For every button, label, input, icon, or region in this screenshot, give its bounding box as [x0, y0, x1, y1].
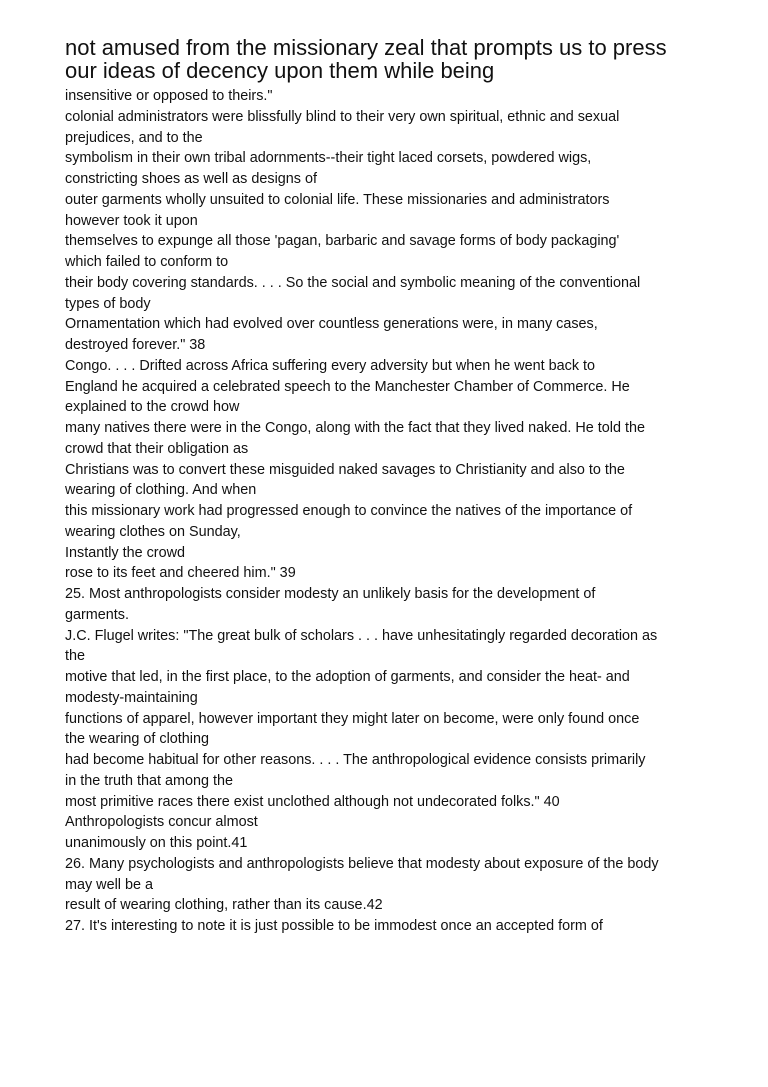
text-line: insensitive or opposed to theirs." — [65, 88, 273, 104]
text-line: wearing clothes on Sunday, — [65, 523, 241, 540]
text-line: rose to its feet and cheered him." 39 — [65, 565, 296, 582]
text-line: Instantly the crowd — [65, 544, 185, 561]
text-line: unanimously on this point.41 — [65, 835, 248, 851]
page-heading — [65, 36, 755, 82]
text-line: crowd that their obligation as — [65, 440, 249, 457]
text-line: outer garments wholly unsuited to colonial life. These missionaries and administrators — [65, 191, 610, 208]
body-text — [65, 86, 755, 937]
heading-line: not amused from the missionary zeal that prompts us to press — [65, 35, 667, 60]
text-line: many natives there were in the Congo, along with the fact that they lived naked. He told the — [65, 420, 645, 436]
text-line: motive that led, in the first place, to the adoption of garments, and consider the heat- and — [65, 669, 630, 685]
text-line: symbolism in their own tribal adornments--their tight laced corsets, powdered wigs, — [65, 150, 592, 167]
heading-line: our ideas of decency upon them while being — [65, 58, 495, 83]
text-line: J.C. Flugel writes: "The great bulk of scholars . . . have unhesitatingly regarded decoration as — [65, 627, 658, 644]
text-line: result of wearing clothing, rather than its cause.42 — [65, 897, 383, 914]
text-line: the — [65, 648, 86, 665]
text-line: this missionary work had progressed enough to convince the natives of the importance of — [65, 503, 633, 519]
text-line: may well be a — [65, 876, 153, 893]
text-line: Congo. . . . Drifted across Africa suffering every adversity but when he went back to — [65, 357, 596, 374]
text-line: the wearing of clothing — [65, 731, 209, 748]
text-line: modesty-maintaining — [65, 689, 198, 706]
text-line: however took it upon — [65, 212, 198, 229]
text-line: prejudices, and to the — [65, 129, 203, 146]
text-line: Christians was to convert these misguided naked savages to Christianity and also to the — [65, 461, 625, 478]
text-line: 27. It's interesting to note it is just possible to be immodest once an accepted form of — [65, 918, 603, 934]
text-line: types of body — [65, 295, 151, 312]
text-line: themselves to expunge all those 'pagan, barbaric and savage forms of body packaging' — [65, 233, 620, 250]
text-line: colonial administrators were blissfully blind to their very own spiritual, ethnic and sexual — [65, 108, 620, 125]
text-line: Anthropologists concur almost — [65, 814, 258, 831]
text-line: 25. Most anthropologists consider modesty an unlikely basis for the development of — [65, 586, 596, 602]
text-line: wearing of clothing. And when — [65, 482, 257, 499]
text-line: Ornamentation which had evolved over countless generations were, in many cases, — [65, 316, 598, 333]
text-line: England he acquired a celebrated speech to the Manchester Chamber of Commerce. He — [65, 378, 630, 395]
text-line: functions of apparel, however important they might later on become, were only found once — [65, 710, 640, 727]
text-line: most primitive races there exist unclothed although not undecorated folks." 40 — [65, 793, 560, 810]
text-line: explained to the crowd how — [65, 399, 240, 416]
text-line: garments. — [65, 606, 129, 623]
text-line: constricting shoes as well as designs of — [65, 171, 317, 187]
text-line: had become habitual for other reasons. . . . The anthropological evidence consists primarily — [65, 752, 646, 768]
text-line: destroyed forever." 38 — [65, 337, 206, 353]
text-line: which failed to conform to — [65, 254, 229, 270]
text-line: their body covering standards. . . . So the social and symbolic meaning of the conventional — [65, 274, 641, 291]
text-line: in the truth that among the — [65, 772, 234, 789]
text-line: 26. Many psychologists and anthropologists believe that modesty about exposure of the body — [65, 855, 659, 872]
